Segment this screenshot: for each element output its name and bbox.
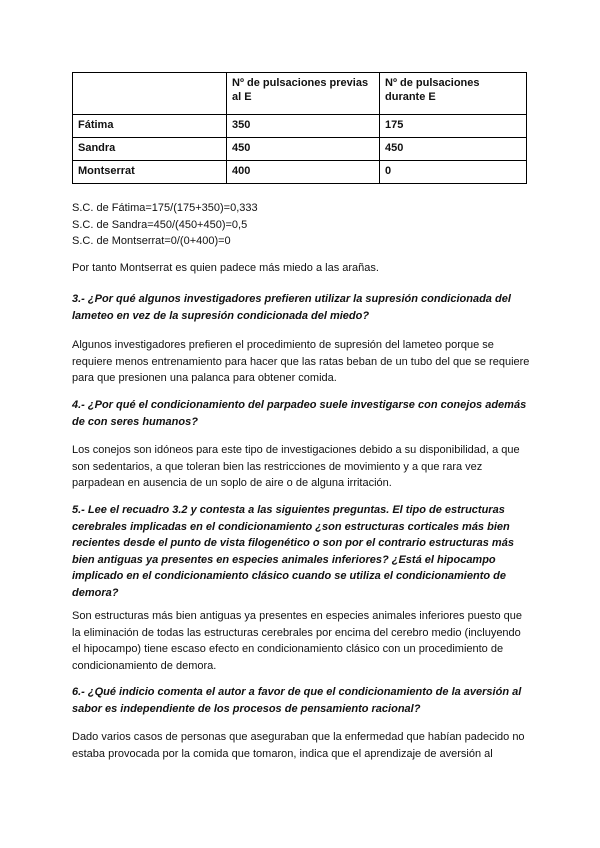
table-cell: Fátima	[73, 115, 227, 138]
table-cell: 175	[380, 115, 527, 138]
conclusion-text: Por tanto Montserrat es quien padece más miedo a las arañas.	[72, 262, 379, 274]
answer-3: Algunos investigadores prefieren el procedimiento de supresión del lameteo porque se requiere menos entrenamiento para hacer que las ratas beban de un tubo del que se requiere para que presionen una palanca para obtener comida.	[72, 339, 530, 384]
pulse-table	[72, 72, 527, 184]
table-cell: 450	[227, 138, 380, 161]
header-cell	[73, 73, 227, 115]
table-header-row	[73, 73, 527, 115]
calc-line: S.C. de Fátima=175/(175+350)=0,333	[72, 202, 258, 214]
calc-line: S.C. de Sandra=450/(450+450)=0,5	[72, 218, 248, 231]
answer-6: Dado varios casos de personas que aseguraban que la enfermedad que habían padecido no estaba provocada por la comida que tomaron, indica que el aprendizaje de aversión al	[72, 731, 525, 760]
table-cell: Montserrat	[73, 161, 227, 184]
table-row	[73, 115, 527, 138]
header-cell: Nº de pulsaciones durante E	[380, 73, 527, 115]
table-row	[73, 138, 527, 161]
table-cell: 400	[227, 161, 380, 184]
table-row	[73, 161, 527, 184]
table-cell: 350	[227, 115, 380, 138]
header-cell: Nº de pulsaciones previas al E	[227, 73, 380, 115]
question-6: 6.- ¿Qué indicio comenta el autor a favor de que el condicionamiento de la aversión al sabor es independiente de los procesos de pensamiento racional?	[72, 686, 522, 715]
sc-calculations	[72, 200, 532, 250]
answer-5: Son estructuras más bien antiguas ya presentes en especies animales inferiores puesto que la eliminación de todas las estructuras cerebrales por encima del cerebro medio (incluyendo el hipocampo) tiene escaso efecto en condicionamiento clásico con un procedimiento de condicionamiento de demora.	[72, 610, 523, 672]
table-cell: 0	[380, 161, 527, 184]
question-3: 3.- ¿Por qué algunos investigadores prefieren utilizar la supresión condicionada del lameteo en vez de la supresión condicionada del miedo?	[72, 293, 511, 322]
table-cell: 450	[380, 138, 527, 161]
calc-line: S.C. de Montserrat=0/(0+400)=0	[72, 235, 231, 247]
answer-4: Los conejos son idóneos para este tipo de investigaciones debido a su disponibilidad, a que son sedentarios, a que toleran bien las restricciones de movimiento y a que rara vez parpadean en ausencia de un soplo de aire o de alguna irritación.	[72, 444, 520, 489]
question-5: 5.- Lee el recuadro 3.2 y contesta a las siguientes preguntas. El tipo de estructuras cerebrales implicadas en el condicionamiento ¿son estructuras corticales más bien recientes desde el punto de vista filogenético o son por el contrario estructuras más bien antiguas ya presentes en especies animales inferiores? ¿Está el hipocampo implicado en el condicionamiento clásico cuando se utiliza el condicionamiento de demora?	[72, 504, 514, 599]
table-cell: Sandra	[73, 138, 227, 161]
question-4: 4.- ¿Por qué el condicionamiento del parpadeo suele investigarse con conejos además de con seres humanos?	[72, 399, 527, 428]
